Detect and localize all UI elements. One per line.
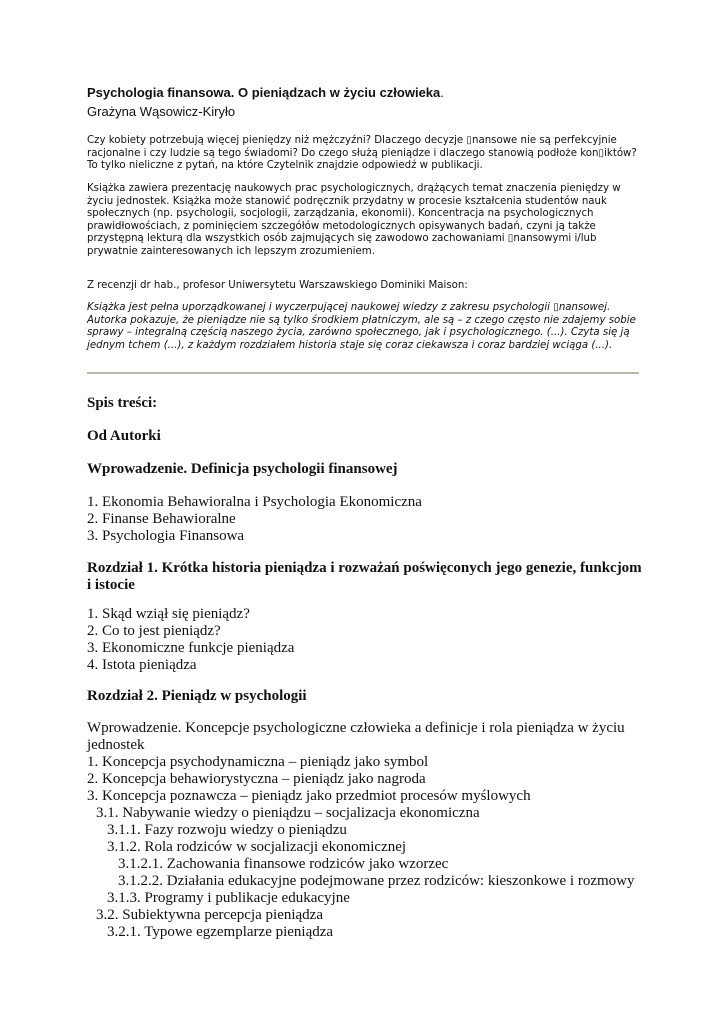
chapter-2-intro: Wprowadzenie. Koncepcje psychologiczne człowieka a definicje i rola pieniądza w życiu jednostek xyxy=(87,720,625,753)
list-item: 1. Ekonomia Behawioralna i Psychologia Ekonomiczna xyxy=(87,494,422,510)
toc-chapter-2-list xyxy=(87,720,647,941)
book-title-period: . xyxy=(440,85,444,100)
list-item: 2. Finanse Behawioralne xyxy=(87,511,236,527)
blurb-text-2: Książka zawiera prezentację naukowych prac psychologicznych, drążących temat znaczenia pieniędzy w życiu jednostek. Książka może stanowić podręcznik przydatny w procesie kształcenia studentów nauk społecznych (np. psychologii, socjologii, zarządzania, ekonomii). Koncentracja na psychologicznych prawidłowościach, z pominięciem szczegółów metodologicznych opisywanych badań, czyni ją także przystępną lekturą dla wszystkich osób zajmujących się zawodowo zachowaniami ▯nansowymi i/lub prywatnie zainteresowanych ich lepszym zrozumieniem. xyxy=(87,183,621,257)
list-item: 3.1. Nabywanie wiedzy o pieniądzu – socjalizacja ekonomiczna xyxy=(96,805,480,821)
toc-intro-heading: Wprowadzenie. Definicja psychologii finansowej xyxy=(87,461,398,477)
list-item: 3.1.1. Fazy rozwoju wiedzy o pieniądzu xyxy=(107,822,347,838)
blurb-paragraph-1 xyxy=(87,135,639,173)
toc-intro-list xyxy=(87,494,647,545)
list-item: 3. Ekonomiczne funkcje pieniądza xyxy=(87,640,295,656)
review-intro xyxy=(87,280,639,293)
toc-from-author: Od Autorki xyxy=(87,428,161,444)
list-item: 4. Istota pieniądza xyxy=(87,657,197,673)
book-title-text: Psychologia finansowa. O pieniądzach w życiu człowieka xyxy=(87,85,441,100)
chapter-1-title: Rozdział 1. Krótka historia pieniądza i rozważań poświęconych jego genezie, funkcjom i istocie xyxy=(87,560,642,593)
list-item: 3. Psychologia Finansowa xyxy=(87,528,245,544)
book-title xyxy=(87,85,444,100)
list-item: 3.2. Subiektywna percepcja pieniądza xyxy=(96,907,323,923)
list-item: 2. Koncepcja behawiorystyczna – pieniądz jako nagroda xyxy=(87,771,426,787)
blurb-text-1: Czy kobiety potrzebują więcej pieniędzy niż mężczyźni? Dlaczego decyzje ▯nansowe nie są perfekcyjnie racjonalne i czy ludzie są tego świadomi? Do czego służą pieniądze i dlaczego stanowią podłoże kon▯iktów? To tylko nieliczne z pytań, na które Czytelnik znajdzie odpowiedź w publikacji. xyxy=(87,135,637,172)
list-item: 3. Koncepcja poznawcza – pieniądz jako przedmiot procesów myślowych xyxy=(87,788,531,804)
book-author: Grażyna Wąsowicz-Kiryło xyxy=(87,104,236,119)
list-item: 3.2.1. Typowe egzemplarze pieniądza xyxy=(107,924,334,940)
list-item: 3.1.2.2. Działania edukacyjne podejmowane przez rodziców: kieszonkowe i rozmowy xyxy=(118,873,635,889)
toc-chapter-1-heading xyxy=(87,560,647,594)
list-item: 2. Co to jest pieniądz? xyxy=(87,623,221,639)
review-intro-text: Z recenzji dr hab., profesor Uniwersytetu Warszawskiego Dominiki Maison: xyxy=(87,280,468,291)
toc-heading: Spis treści: xyxy=(87,395,158,411)
blurb-paragraph-2 xyxy=(87,183,639,259)
list-item: 1. Koncepcja psychodynamiczna – pieniądz jako symbol xyxy=(87,754,429,770)
list-item: 3.1.2.1. Zachowania finansowe rodziców jako wzorzec xyxy=(118,856,449,872)
list-item: 3.1.2. Rola rodziców w socjalizacji ekonomicznej xyxy=(107,839,407,855)
list-item: 3.1.3. Programy i publikacje edukacyjne xyxy=(107,890,350,906)
review-quote xyxy=(87,302,639,352)
toc-chapter-2-heading: Rozdział 2. Pieniądz w psychologii xyxy=(87,688,307,704)
list-item: 1. Skąd wziął się pieniądz? xyxy=(87,606,250,622)
toc-chapter-1-list xyxy=(87,606,647,674)
section-divider xyxy=(87,372,639,374)
review-quote-text: Książka jest pełna uporządkowanej i wyczerpującej naukowej wiedzy z zakresu psychologii ▯nansowej. Autorka pokazuje, że pieniądze nie są tylko środkiem płatniczym, ale są – z czego często nie zdajemy sobie sprawy – integralną częścią naszego życia, zarówno społecznego, jak i psychologicznego. (...). Czyta się ją jednym tchem (...), z każdym rozdziałem historia staje się coraz ciekawsza i coraz bardziej wciąga (...). xyxy=(87,302,636,351)
